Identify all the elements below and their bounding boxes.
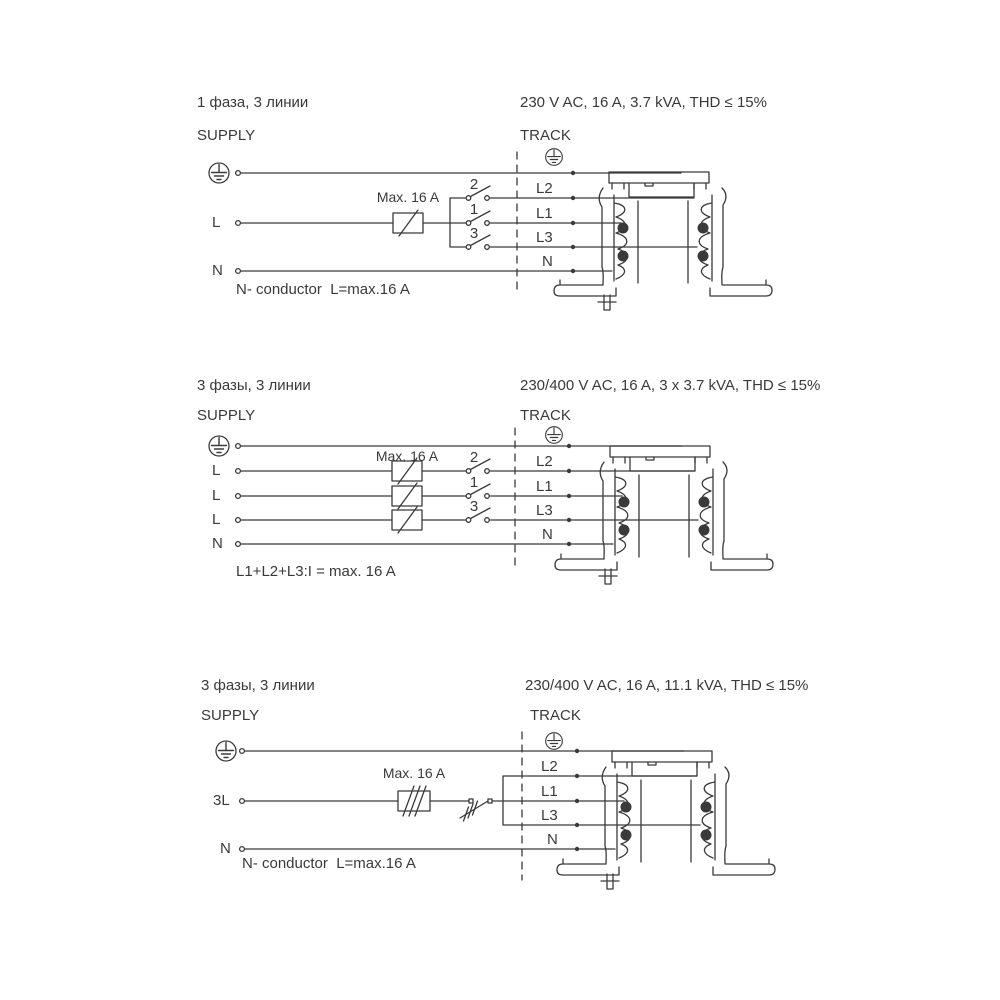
track-line-label: N bbox=[542, 253, 553, 270]
fuse-symbol bbox=[393, 210, 423, 236]
supply-terminal-label: 3L bbox=[213, 792, 230, 809]
diagram-title: 1 фаза, 3 линии bbox=[197, 94, 309, 111]
track-line-label: L3 bbox=[541, 807, 558, 824]
fuse-symbols bbox=[392, 458, 422, 533]
earth-icon bbox=[546, 149, 563, 166]
fuse-symbol-three-pole bbox=[398, 786, 430, 816]
track-line-label: L3 bbox=[536, 229, 553, 246]
earth-icon bbox=[546, 733, 563, 750]
track-heading: TRACK bbox=[520, 127, 571, 144]
junction-dots bbox=[567, 444, 571, 546]
diagram-2-line-art bbox=[209, 427, 773, 584]
switch-number: 3 bbox=[469, 225, 479, 242]
supply-terminal-label: L bbox=[212, 487, 221, 504]
earth-icon bbox=[216, 741, 236, 761]
conductor-note: N- conductor L=max.16 A bbox=[242, 855, 416, 872]
earth-icon bbox=[209, 436, 229, 456]
switch-number: 2 bbox=[469, 449, 479, 466]
switch-number: 2 bbox=[469, 176, 479, 193]
supply-terminals bbox=[240, 749, 245, 852]
supply-terminal-label: L bbox=[212, 214, 221, 231]
diagram-title: 3 фазы, 3 линии bbox=[201, 677, 315, 694]
junction-dots bbox=[571, 171, 575, 273]
conductor-note: L1+L2+L3:I = max. 16 A bbox=[236, 563, 396, 580]
track-line-label: L2 bbox=[536, 180, 553, 197]
supply-terminals bbox=[236, 171, 241, 274]
switch-number: 1 bbox=[469, 474, 479, 491]
supply-heading: SUPPLY bbox=[197, 127, 256, 144]
fuse-rating-label: Max. 16 A bbox=[375, 448, 439, 464]
supply-terminal-label: N bbox=[212, 262, 223, 279]
fuse-rating-label: Max. 16 A bbox=[376, 189, 440, 205]
supply-heading: SUPPLY bbox=[201, 707, 260, 724]
switch-number: 3 bbox=[469, 498, 479, 515]
supply-terminals bbox=[236, 444, 241, 547]
track-line-label: L1 bbox=[536, 205, 553, 222]
supply-terminal-label: N bbox=[212, 535, 223, 552]
earth-icon bbox=[546, 427, 563, 444]
junction-dots bbox=[575, 749, 579, 851]
switch-number: 1 bbox=[469, 201, 479, 218]
fuse-rating-label: Max. 16 A bbox=[382, 765, 446, 781]
track-line-label: N bbox=[542, 526, 553, 543]
earth-icon bbox=[209, 163, 229, 183]
track-line-label: L2 bbox=[536, 453, 553, 470]
track-line-label: L2 bbox=[541, 758, 558, 775]
supply-heading: SUPPLY bbox=[197, 407, 256, 424]
supply-terminal-label: N bbox=[220, 840, 231, 857]
track-cross-section bbox=[557, 751, 775, 889]
diagram-spec: 230 V AC, 16 A, 3.7 kVA, THD ≤ 15% bbox=[520, 94, 767, 111]
switch-symbol-three-pole bbox=[460, 799, 492, 821]
track-cross-section bbox=[554, 172, 772, 310]
track-line-label: L1 bbox=[536, 478, 553, 495]
diagram-spec: 230/400 V AC, 16 A, 11.1 kVA, THD ≤ 15% bbox=[525, 677, 809, 694]
diagram-title: 3 фазы, 3 линии bbox=[197, 377, 311, 394]
track-line-label: L3 bbox=[536, 502, 553, 519]
track-heading: TRACK bbox=[530, 707, 581, 724]
track-line-label: L1 bbox=[541, 783, 558, 800]
supply-terminal-label: L bbox=[212, 511, 221, 528]
track-cross-section bbox=[555, 446, 773, 584]
track-heading: TRACK bbox=[520, 407, 571, 424]
conductor-note: N- conductor L=max.16 A bbox=[236, 281, 410, 298]
diagram-spec: 230/400 V AC, 16 A, 3 x 3.7 kVA, THD ≤ 15% bbox=[520, 377, 821, 394]
supply-terminal-label: L bbox=[212, 462, 221, 479]
track-line-label: N bbox=[547, 831, 558, 848]
